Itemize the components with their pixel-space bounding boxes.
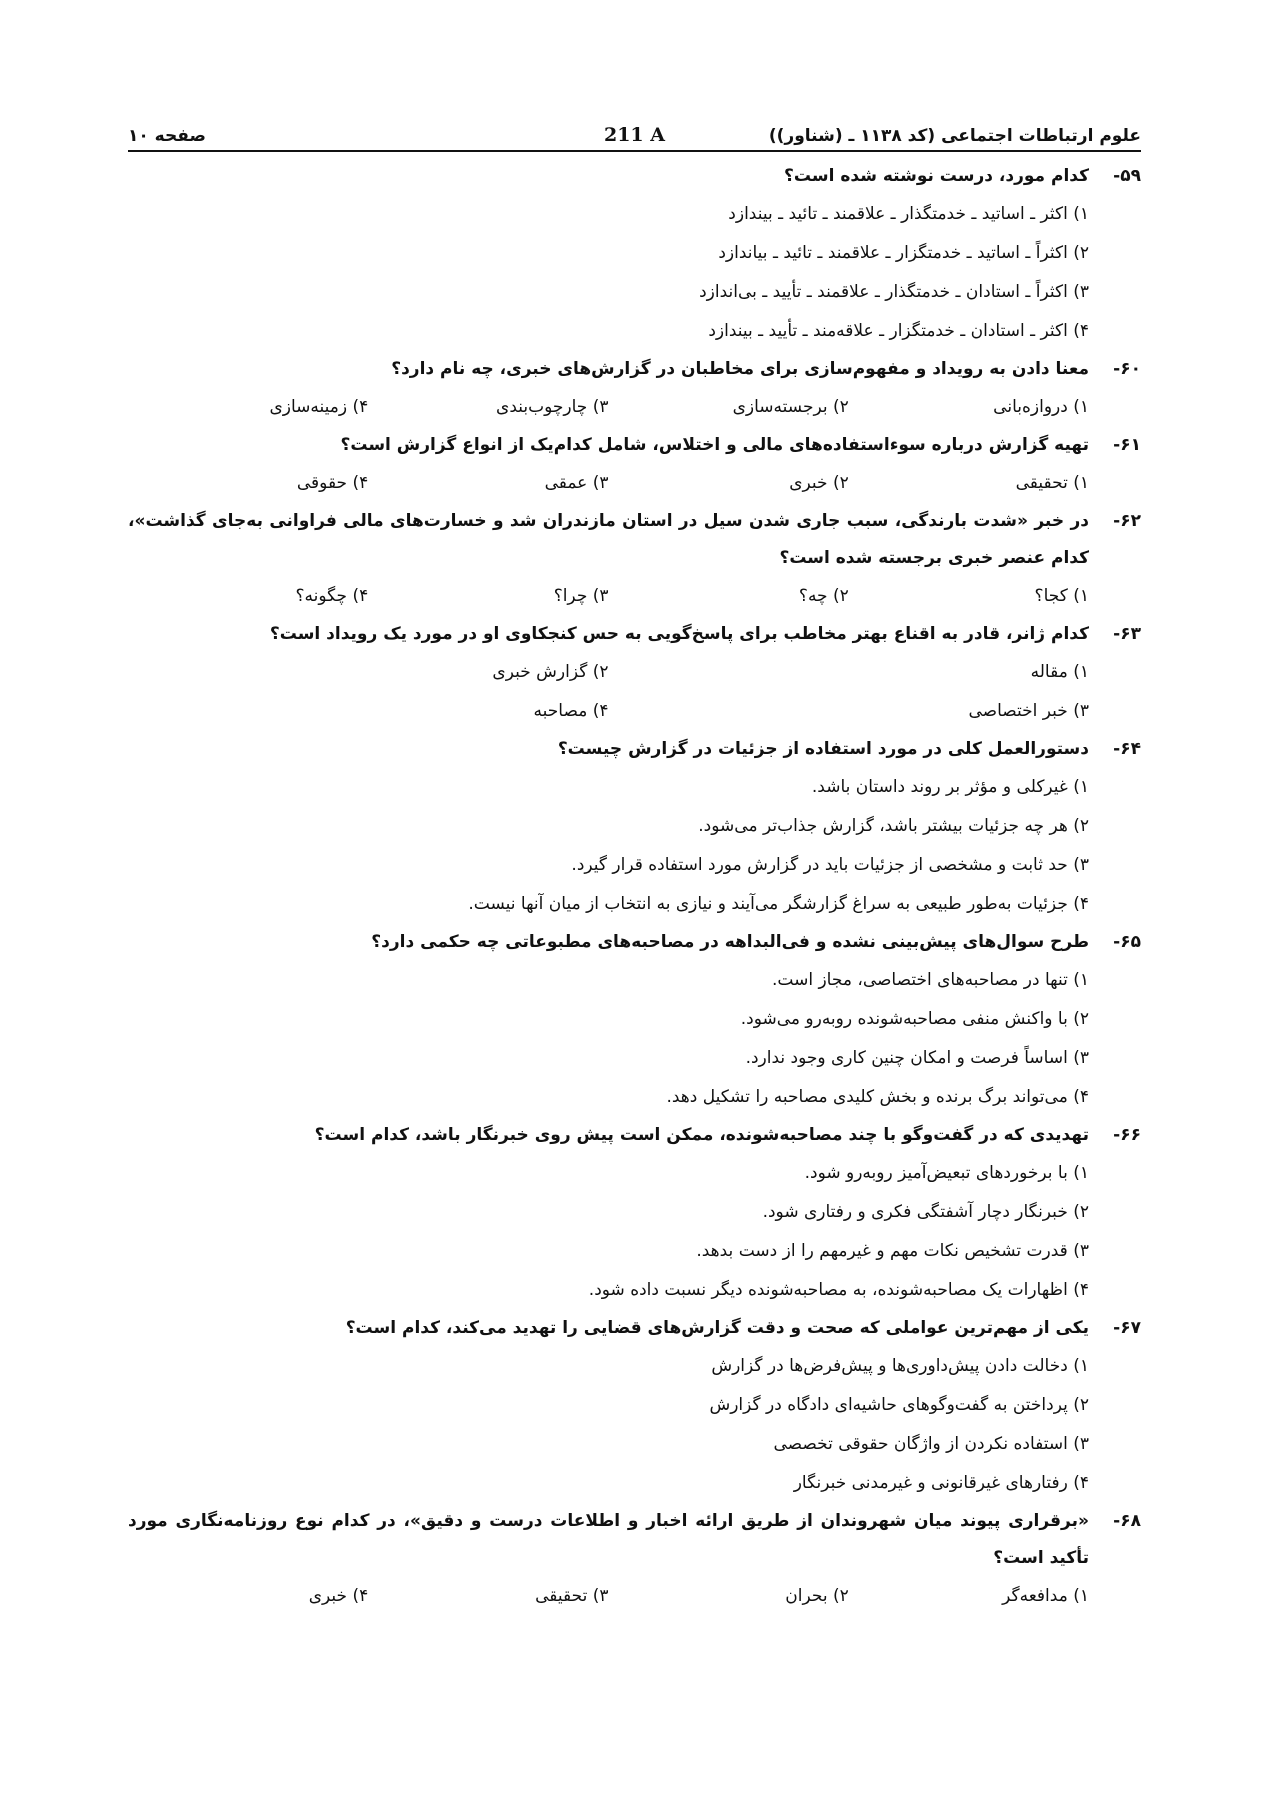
option-3: ۳) حد ثابت و مشخصی از جزئیات باید در گزارش مورد استفاده قرار گیرد.	[571, 855, 1089, 875]
option-1: ۱) دخالت دادن پیش‌داوری‌ها و پیش‌فرض‌ها در گزارش	[711, 1356, 1089, 1376]
options	[128, 1347, 1141, 1503]
question-text: «برقراری پیوند میان شهروندان از طریق ارائه اخبار و اطلاعات درست و دقیق»، در کدام نوع روزنامه‌نگاری مورد تأکید است؟	[128, 1511, 1089, 1568]
question-list	[128, 158, 1141, 1616]
option-1: ۱) با برخوردهای تبعیض‌آمیز روبه‌رو شود.	[804, 1163, 1089, 1183]
option-2: ۲) هر چه جزئیات بیشتر باشد، گزارش جذاب‌تر می‌شود.	[698, 816, 1089, 836]
options	[128, 961, 1141, 1117]
option-2: ۲) گزارش خبری	[492, 662, 609, 682]
option-3: ۳) تحقیقی	[535, 1586, 609, 1606]
option-1: ۱) اکثر ـ اساتید ـ خدمتگذار ـ علاقمند ـ تائید ـ بیندازد	[728, 204, 1089, 224]
option-4: ۴) خبری	[308, 1586, 369, 1606]
question-62	[128, 503, 1141, 616]
options	[128, 577, 1141, 616]
question-text: یکی از مهم‌ترین عواملی که صحت و دقت گزارش‌های قضایی را تهدید می‌کند، کدام است؟	[345, 1318, 1089, 1338]
option-3: ۳) چرا؟	[553, 586, 609, 606]
question-64	[128, 731, 1141, 924]
question-text: کدام ژانر، قادر به اقناع بهتر مخاطب برای پاسخ‌گویی به حس کنجکاوی او در مورد یک رویداد است؟	[269, 624, 1089, 644]
question-number: ۶۳-	[1113, 624, 1141, 644]
question-number: ۶۱-	[1113, 435, 1141, 455]
option-4: ۴) حقوقی	[296, 473, 369, 493]
option-3: ۳) عمقی	[544, 473, 609, 493]
option-2: ۲) بحران	[785, 1586, 849, 1606]
question-60	[128, 351, 1141, 427]
option-4: ۴) می‌تواند برگ برنده و بخش کلیدی مصاحبه را تشکیل دهد.	[666, 1087, 1089, 1107]
option-4: ۴) مصاحبه	[533, 701, 609, 721]
option-1: ۱) غیرکلی و مؤثر بر روند داستان باشد.	[811, 777, 1089, 797]
option-3: ۳) چارچوب‌بندی	[496, 397, 609, 417]
option-4: ۴) جزئیات به‌طور طبیعی به سراغ گزارشگر می‌آیند و نیازی به انتخاب از میان آنها نیست.	[468, 894, 1089, 914]
question-65	[128, 924, 1141, 1117]
options	[128, 1154, 1141, 1310]
question-number: ۶۸-	[1113, 1511, 1141, 1531]
option-3: ۳) قدرت تشخیص نکات مهم و غیرمهم را از دست بدهد.	[696, 1241, 1089, 1261]
question-number: ۶۵-	[1113, 932, 1141, 952]
question-number: ۶۰-	[1113, 359, 1141, 379]
question-text: تهدیدی که در گفت‌وگو با چند مصاحبه‌شونده، ممکن است پیش روی خبرنگار باشد، کدام است؟	[314, 1125, 1089, 1145]
option-4: ۴) اظهارات یک مصاحبه‌شونده، به مصاحبه‌شونده دیگر نسبت داده شود.	[588, 1280, 1089, 1300]
option-3: ۳) استفاده نکردن از واژگان حقوقی تخصصی	[773, 1434, 1089, 1454]
question-number: ۶۶-	[1113, 1125, 1141, 1145]
question-text: تهیه گزارش درباره سوءاستفاده‌های مالی و اختلاس، شامل کدام‌یک از انواع گزارش است؟	[340, 435, 1089, 455]
option-4: ۴) رفتارهای غیرقانونی و غیرمدنی خبرنگار	[793, 1473, 1089, 1493]
option-2: ۲) با واکنش منفی مصاحبه‌شونده روبه‌رو می‌شود.	[740, 1009, 1089, 1029]
question-text: کدام مورد، درست نوشته شده است؟	[784, 166, 1089, 186]
options	[128, 388, 1141, 427]
question-59	[128, 158, 1141, 351]
option-4: ۴) چگونه؟	[295, 586, 369, 606]
question-61	[128, 427, 1141, 503]
options	[128, 1577, 1141, 1616]
question-text: در خبر «شدت بارندگی، سبب جاری شدن سیل در استان مازندران شد و خسارت‌های مالی فراوانی به‌جای گذاشت»، کدام عنصر خبری برجسته شده است؟	[128, 511, 1089, 568]
question-68	[128, 1503, 1141, 1616]
question-number: ۶۷-	[1113, 1318, 1141, 1338]
question-67	[128, 1310, 1141, 1503]
option-1: ۱) مدافعه‌گر	[1002, 1586, 1089, 1606]
option-1: ۱) تحقیقی	[1015, 473, 1089, 493]
option-3: ۳) خبر اختصاصی	[968, 701, 1089, 721]
question-66	[128, 1117, 1141, 1310]
options	[128, 464, 1141, 503]
option-4: ۴) اکثر ـ استادان ـ خدمتگزار ـ علاقه‌مند ـ تأیید ـ بیندازد	[708, 321, 1089, 341]
options	[128, 195, 1141, 351]
option-3: ۳) اکثراً ـ استادان ـ خدمتگذار ـ علاقمند ـ تأیید ـ بی‌اندازد	[699, 282, 1089, 302]
option-1: ۱) دروازه‌بانی	[993, 397, 1089, 417]
option-2: ۲) برجسته‌سازی	[732, 397, 849, 417]
question-63	[128, 616, 1141, 731]
option-2: ۲) پرداختن به گفت‌وگوهای حاشیه‌ای دادگاه در گزارش	[709, 1395, 1089, 1415]
course-title: علوم ارتباطات اجتماعی (کد ۱۱۳۸ ـ (شناور))	[768, 126, 1141, 146]
option-3: ۳) اساساً فرصت و امکان چنین کاری وجود ندارد.	[745, 1048, 1089, 1068]
option-1: ۱) تنها در مصاحبه‌های اختصاصی، مجاز است.	[772, 970, 1089, 990]
option-2: ۲) چه؟	[798, 586, 849, 606]
question-number: ۶۲-	[1113, 511, 1141, 531]
options	[128, 768, 1141, 924]
question-number: ۶۴-	[1113, 739, 1141, 759]
question-text: دستورالعمل کلی در مورد استفاده از جزئیات در گزارش چیست؟	[557, 739, 1089, 759]
option-1: ۱) کجا؟	[1034, 586, 1089, 606]
booklet-code: 211 A	[603, 124, 666, 146]
option-2: ۲) خبرنگار دچار آشفتگی فکری و رفتاری شود.	[762, 1202, 1089, 1222]
question-number: ۵۹-	[1113, 166, 1141, 186]
option-4: ۴) زمینه‌سازی	[269, 397, 369, 417]
option-2: ۲) اکثراً ـ اساتید ـ خدمتگزار ـ علاقمند ـ تائید ـ بیاندازد	[718, 243, 1089, 263]
option-1: ۱) مقاله	[1030, 662, 1089, 682]
question-text: معنا دادن به رویداد و مفهوم‌سازی برای مخاطبان در گزارش‌های خبری، چه نام دارد؟	[391, 359, 1089, 379]
options	[128, 653, 1141, 731]
question-text: طرح سوال‌های پیش‌بینی نشده و فی‌البداهه در مصاحبه‌های مطبوعاتی چه حکمی دارد؟	[371, 932, 1089, 952]
page-header	[128, 112, 1141, 152]
page-number: صفحه ۱۰	[128, 126, 206, 146]
option-2: ۲) خبری	[789, 473, 849, 493]
